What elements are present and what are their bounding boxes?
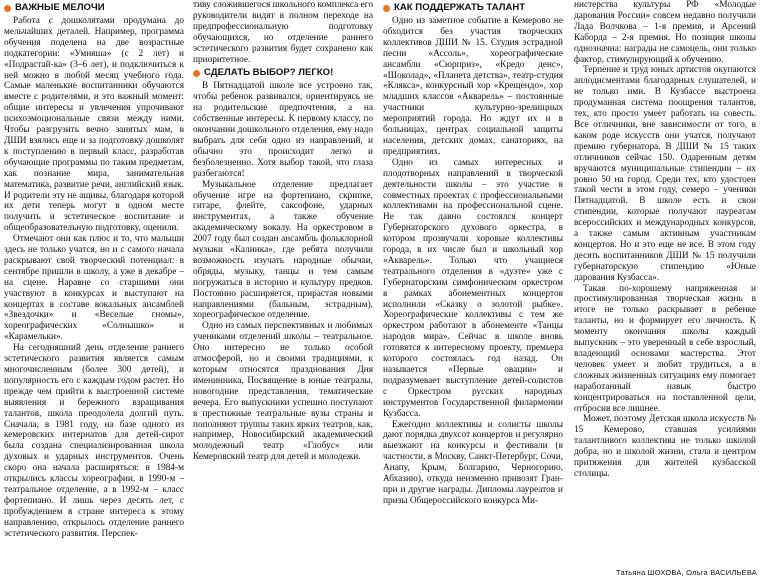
- paragraph: Одно из заметное событие в Кемерово не обходится без участия творческих коллективов ДШИ № 15. Студия эстрадной песни «Ассоль», хореографические ансамбли «Сюрприз», «Кредо денс», «Шоколад», «Планета детства», театр-студия «Клякса», конкурсный хор «Крещендо», хор младших классов «Акварель» – постоянные участники культурно-зрелищных мероприятий города. Но ждут их и в больницах, центрах социальной защиты населения, детских домах, санаториях, на предприятиях.: [383, 16, 563, 157]
- paragraph: Одно из самых интересных и плодотворных направлений в творческой деятельности школы – это участие в совместных проектах с профессиональными коллективами на профессиональной сцене. Не так давно состоялся концерт Губернаторского духового оркестра, в котором прозвучали хоровые коллективы города, в их числе был и школьный хор «Акварель». Только что учащиеся театрального отделения в «дуэте» уже с Губернаторским симфоническим оркестром в рамках абонементных концертов исполнили «Сказку о золотой рыбке». Хореографические коллективы с тем же оркестром работают в абонементе «Танцы народов мира». Сейчас в школе вновь готовятся к интересному проекту, премьера которого состоялась год назад. Он называется «Первые овации» и подразумевает выступление детей-солистов с Оркестром русских народных инструментов Государственной филармонии Кузбасса.: [383, 157, 563, 419]
- column-3: [383, 0, 563, 507]
- paragraph: Терпение и труд юных артистов окупаются аплодисментами благодарных слушателей, и не только ими. В Кузбассе выстроена продуманная система поощрения талантов, тех, кто просто умеет работать на совесть. Все отличники, вне зависимости от того, в каком роде искусств они учатся, получают премию губернатора. В ДШИ № 15 таких отличников сейчас 150. Одаренным детям вручаются муниципальные стипендии – их ровно 50 на город. Среди тех, кто удостоен такой чести в этом году, семеро – ученики Пятнадцатой. В школе есть и свои стипендии, которые получают лауреатам всероссийских и международных конкурсов, а также самым активным участникам концертов. Но и это еще не все. В этом году десять воспитанников ДШИ № 15 получили губернаторскую стипендию «Юные дарования Кузбасса».: [574, 65, 756, 283]
- column-1: [4, 0, 184, 540]
- author-byline: Татьяна ШОХОВА, Ольга ВАСИЛЬЕВА: [616, 568, 757, 577]
- section-heading-important-details: ВАЖНЫЕ МЕЛОЧИ: [4, 2, 184, 14]
- paragraph: тиву сложившегося школьного комплекса его руководители видят в полном переходе на предпрофессиональную подготовку обучающихся, но отделение раннего эстетического развития будет сохранено как приоритетное.: [193, 0, 373, 65]
- orange-bullet-icon: [193, 70, 200, 77]
- column-4: [574, 0, 756, 480]
- section-heading-support-talent: КАК ПОДДЕРЖАТЬ ТАЛАНТ: [383, 2, 563, 14]
- paragraph: Такая по-хорошему напряженная и простимулированная творческая жизнь в итоге не только раскрывает в ребенке таланты, но и формирует его личность. К моменту окончания школы каждый выпускник – это уверенный в себе взрослый, владеющий основами мастерства. Этот человек умеет и любит трудиться, а в сложных жизненных ситуациях ему помогает наработанный навык быстро концентрироваться на поставленной цели, отбросив все лишнее.: [574, 283, 756, 414]
- paragraph: Одно из самых перспективных и любимых учениками отделений школы – театральное. Оно интересно не только особой атмосферой, но и своими традициями, к которым относятся празднования Дня именинника, Посвящение в юные театралы, новогодние представления, тематические вечера. Его выпускники успешно поступают в престижные театральные вузы страны и пополняют труппы таких ярких театров, как, например, Новосибирский академический молодежный театр «Глобус» или Кемеровский театр для детей и молодежи.: [193, 321, 373, 463]
- paragraph: В Пятнадцатой школе все устроено так, чтобы ребенок развивался, ориентируясь не на родительские предпочтения, а на собственные интересы. К первому классу, по окончании дошкольного отделения, ему надо выбрать для себя одно из направлений, и обычно это происходит легко и безболезненно. Хотя выбор такой, что глаза разбегаются!: [193, 81, 373, 179]
- orange-bullet-icon: [4, 5, 11, 12]
- paragraph: Работа с дошколятами продумана до мельчайших деталей. Например, программа обучения поделена на две возрастные подкатегории: «Умняша» (с 2 лет) и «Подрастай-ка» (3–6 лет), и подключиться к ней можно в любой месяц учебного года. Самые маленькие воспитанники обучаются вместе с родителями, и это важный момент: общие интересы и увлечения упрочивают психоэмоциональные связи между ними. Чтобы разгрузить вечно занятых мам, в ДШИ взялись еще и за подготовку дошколят к поступлению в первый класс, разработав обучающие программы по таким предметам, как познание мира, занимательная математика, развитие речи, английский язык. И родители эту не ащивы, благодаря которой их дети теперь могут в одном месте получить и эстетическое воспитание и общеобразовательную подготовку, оценили.: [4, 16, 184, 234]
- column-2: [193, 0, 373, 463]
- paragraph: Музыкальное отделение предлагает обучение игре на фортепиано, скрипке, гитаре, флейте, саксофоне, ударных инструментах, а также обучение академическому вокалу. На оркестровом в 2007 году был создан ансамбль фольклорной музыки «Калинка», где ребята получили возможность изучать народные обычаи, обряды, музыку, танцы и тем самым погружаться в историю и культуру предков. Постоянно расширяется, прирастая новыми направлениями (бальным, эстрадным), хореографическое отделение.: [193, 179, 373, 321]
- paragraph: Может, поэтому Детская школа искусств № 15 Кемерово, ставшая усилиями талантливого коллектива не только школой добра, но и школой жизни, стала и центром притяжения для жителей кузбасской столицы.: [574, 414, 756, 479]
- orange-bullet-icon: [383, 5, 390, 12]
- paragraph: нистерства культуры РФ «Молодые дарования России» совсем недавно получили Лада Волчкова – 1-я премия, и Арсений Каборда – 2-я премия. Но позиция школы однозначна: награды не самоцель, они только фактор, стимулирующий к обучению.: [574, 0, 756, 65]
- section-heading-make-a-choice: СДЕЛАТЬ ВЫБОР? ЛЕГКО!: [193, 67, 373, 79]
- paragraph: Отмечают они как плюс и то, что малыши здесь не только учатся, но и с самого начала раскрывают свой творческий потенциал: в сентябре пришли в школу, а уже в декабре – на сцене. Наравне со старшими они участвуют в конкурсах и выступают на концертах в составе вокальных ансамблей «Звездочки» и «Веселые гномы», хореографических «Солнышко» и «Карамельки».: [4, 234, 184, 343]
- paragraph: Ежегодно коллективы и солисты школы дают порядка двухсот концертов и регулярно выезжают на конкурсы и фестивали (в частности, в Москву, Санкт-Петербург, Сочи, Анапу, Крым, Болгарию, Черногорию, Абхазию), откуда неизменно привозят Гран-при и другие награды. Дипломы лауреатов и призы Общероссийского конкурса Ми-: [383, 419, 563, 506]
- paragraph: На сегодняшний день отделение раннего эстетического развития является самым многочисленным (более 300 детей), и популярность его с каждым годом растет. Но прежде чем прийти к выстроенной системе выявления и бережного взращивания талантов, школа преодолела долгий путь. Сначала, в 1981 году, на базе одного из кемеровских интернатов для детей-сирот была создана специализированная школа духовых и ударных инструментов. Очень скоро она начала расширяться: в 1984-м открылись классы хореографии, в 1990-м – театральное отделение, а в 1992-м – класс фортепиано. И лишь через десять лет, с пробуждением в стране интереса к этому направлению, открылось отделение раннего эстетического развития. Перспек-: [4, 343, 184, 539]
